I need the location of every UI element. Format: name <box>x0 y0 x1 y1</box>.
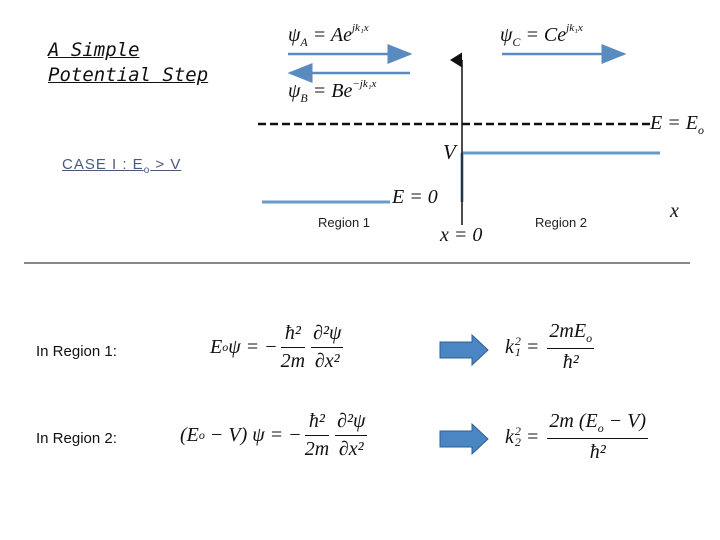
wave-a-label <box>288 22 369 50</box>
row-1-f1-num: ħ² <box>281 322 305 348</box>
row-2-f1-den: 2m <box>304 438 330 460</box>
row-1-k-equation <box>505 320 597 374</box>
row-1-lhs-rest: ψ = − <box>228 336 278 358</box>
row-2-lhs: (E <box>180 424 199 446</box>
wave-b-label <box>288 78 376 106</box>
row-2-k-sup: 2 <box>514 424 521 438</box>
wave-a-exp: jk₁x <box>352 22 369 34</box>
row-2-f2-den: ∂x² <box>338 438 364 460</box>
x-axis-label: x <box>670 200 679 222</box>
row-1-k-sub: 1 <box>514 345 521 359</box>
wave-c-label <box>500 22 583 50</box>
row-1-f1-den: 2m <box>280 350 306 372</box>
origin-label: x = 0 <box>440 224 483 246</box>
row-2-fraction-1 <box>305 410 329 461</box>
wave-b-sub: B <box>300 91 308 105</box>
row-1-f2-num: ∂²ψ <box>311 322 343 348</box>
row-2-k-lhs: k <box>505 425 514 448</box>
wave-c-sub: C <box>512 35 521 49</box>
row-2-lhs-sub: o <box>198 428 205 442</box>
wave-b-rest: = Be <box>307 80 353 102</box>
wave-a-sub: A <box>300 35 308 49</box>
row-1-label: In Region 1: <box>36 343 117 360</box>
row-2-f2-num: ∂²ψ <box>335 410 367 436</box>
wave-a-rest: = Ae <box>307 24 352 46</box>
title-line-1: A Simple <box>48 39 140 61</box>
row-2-k-num-text: 2m (E <box>549 410 598 432</box>
row-1-fraction-1 <box>281 322 305 373</box>
row-2-k-num-rest: − V) <box>603 410 647 432</box>
wave-b-psi: ψ <box>288 80 301 102</box>
row-2-k-equation <box>505 410 651 464</box>
implies-arrow-2 <box>440 424 488 454</box>
title-line-2: Potential Step <box>48 64 209 86</box>
row-2-equation <box>180 410 370 461</box>
energy-label-sub: o <box>697 123 704 137</box>
wave-b-exp: −jk₁x <box>352 78 377 90</box>
row-2-k-num <box>547 410 648 439</box>
region-1-label: Region 1 <box>318 215 371 230</box>
row-1-k-lhs: k <box>505 335 514 358</box>
row-2-k-fraction <box>547 410 648 464</box>
row-2-k-sub: 2 <box>514 435 521 449</box>
wave-c-psi: ψ <box>500 24 513 46</box>
row-1-k-num-sub: o <box>586 331 593 345</box>
row-1-lhs-sub: o <box>222 340 229 354</box>
row-2-label: In Region 2: <box>36 430 117 447</box>
wave-c-exp: jk₁x <box>566 22 583 34</box>
row-2-f1-num: ħ² <box>305 410 329 436</box>
row-1-equation <box>210 322 346 373</box>
energy-label-text: E = E <box>650 112 698 134</box>
row-2-k-num-sub: o <box>597 421 604 435</box>
row-1-lhs: E <box>210 336 223 358</box>
case-label-sub: o <box>143 165 151 176</box>
row-1-fraction-2 <box>311 322 343 373</box>
zero-energy-label: E = 0 <box>392 186 438 208</box>
implies-arrow-1 <box>440 335 488 365</box>
region-2-label: Region 2 <box>535 215 588 230</box>
row-2-k-den: ħ² <box>589 441 606 463</box>
row-1-f2-den: ∂x² <box>314 350 340 372</box>
row-1-k-sup: 2 <box>514 334 521 348</box>
case-label-suffix: > V <box>150 156 182 173</box>
row-1-k-num <box>547 320 594 349</box>
row-1-k-fraction <box>547 320 594 374</box>
row-1-k-den: ħ² <box>562 351 579 373</box>
wave-a-psi: ψ <box>288 24 301 46</box>
energy-label <box>650 112 704 138</box>
case-label-prefix: CASE I : E <box>62 156 144 173</box>
row-1-k-num-text: 2mE <box>549 320 587 342</box>
row-2-k-eq: = <box>520 425 545 448</box>
row-1-k-eq: = <box>520 335 545 358</box>
row-2-lhs-rest: − V) ψ = − <box>204 424 302 446</box>
row-2-fraction-2 <box>335 410 367 461</box>
wave-c-rest: = Ce <box>520 24 567 46</box>
potential-label: V <box>443 140 456 164</box>
